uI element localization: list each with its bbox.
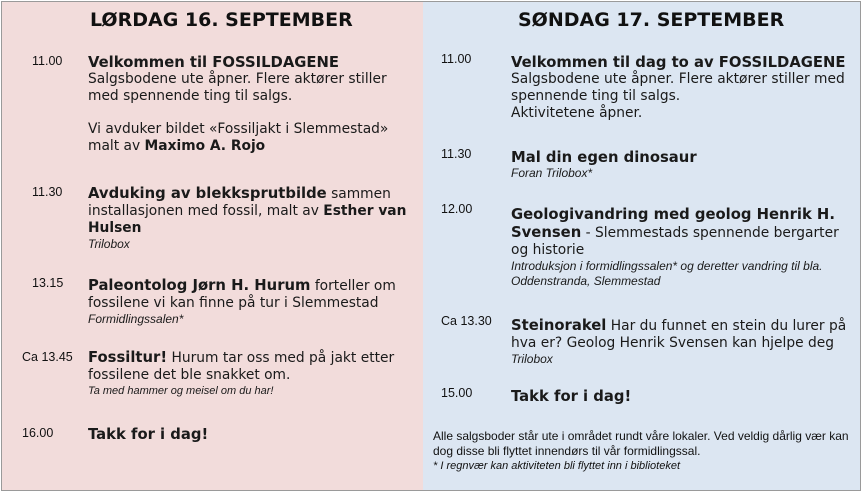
event-time: Ca 13.45 (22, 350, 73, 364)
event-fossil-tour (88, 349, 418, 398)
event-time: 11.00 (32, 54, 63, 68)
event-title: Fossiltur! (88, 349, 168, 366)
saturday-column (2, 2, 423, 490)
event-location: Foran Trilobox* (511, 166, 593, 180)
event-description: Aktivitetene åpner. (511, 105, 643, 121)
event-title: Geologivandring med geolog Henrik H. Svensen (511, 206, 835, 241)
event-time: 12.00 (441, 202, 473, 216)
event-title: Takk for i dag! (88, 426, 209, 443)
event-paleontologist (88, 277, 418, 327)
rain-footnote: * I regnvær kan aktiviteten bli flyttet inn i biblioteket (433, 460, 681, 472)
weather-notice (433, 429, 853, 473)
event-title: Avduking av blekksprutbilde (88, 185, 327, 202)
event-time: 11.30 (441, 147, 472, 161)
event-time: 11.00 (441, 52, 472, 66)
event-location: Trilobox (88, 237, 130, 251)
event-title: Mal din egen dinosaur (511, 149, 697, 166)
program-frame (1, 1, 861, 491)
event-title: Velkommen til FOSSILDAGENE (88, 54, 340, 71)
event-thanks (511, 388, 851, 406)
event-description: forteller om fossilene vi kan finne på tur i Slemmestad (88, 278, 396, 311)
artist-name: Maximo A. Rojo (144, 138, 266, 154)
event-thanks (88, 426, 418, 444)
event-title: Takk for i dag! (511, 388, 632, 405)
event-time: 11.30 (32, 185, 63, 199)
event-description: Salgsbodene ute åpner. Flere aktører stiller med spennende ting til salgs. (511, 71, 845, 104)
sunday-heading: SØNDAG 17. SEPTEMBER (518, 9, 785, 31)
event-note: Ta med hammer og meisel om du har! (88, 385, 274, 397)
event-location: Introduksjon i formidlingssalen* og deretter vandring til bla. Oddenstranda, Slemmestad (511, 259, 823, 288)
event-title: Velkommen til dag to av FOSSILDAGENE (511, 54, 846, 71)
saturday-heading: LØRDAG 16. SEPTEMBER (90, 9, 353, 31)
event-description: Salgsbodene ute åpner. Flere aktører stiller med spennende ting til salgs. (88, 71, 387, 104)
event-description: Har du funnet en stein du lurer på hva er? Geolog Henrik Svensen kan hjelpe deg (511, 318, 847, 351)
event-welcome-day-two (511, 54, 851, 122)
event-stone-oracle (511, 317, 851, 367)
artist-name: Esther van Hulsen (88, 203, 407, 236)
event-description: sammen installasjonen med fossil, malt av (88, 186, 391, 219)
event-description: Hurum tar oss med på jakt etter fossilene det ble snakket om. (88, 350, 395, 383)
event-unveiling (88, 185, 418, 252)
event-welcome (88, 54, 418, 155)
event-title: Steinorakel (511, 317, 607, 334)
event-paint-dinosaur (511, 149, 851, 181)
sunday-column (423, 2, 860, 490)
event-time: 16.00 (22, 426, 54, 440)
event-time: 15.00 (441, 386, 473, 400)
event-location: Trilobox (511, 352, 553, 366)
event-description: Vi avduker bildet «Fossiljakt i Slemmestad» malt av (88, 121, 389, 154)
notice-text: Alle salgsboder står ute i området rundt våre lokaler. Ved veldig dårlig vær kan dog disse bli flyttet innendørs til vår formidlingssal. (433, 429, 849, 458)
event-location: Formidlingssalen* (88, 312, 184, 326)
event-title: Paleontolog Jørn H. Hurum (88, 277, 311, 294)
event-time: 13.15 (32, 276, 64, 290)
event-description: - Slemmestads spennende bergarter og historie (511, 225, 839, 258)
event-time: Ca 13.30 (441, 314, 492, 328)
event-geology-walk (511, 206, 851, 289)
